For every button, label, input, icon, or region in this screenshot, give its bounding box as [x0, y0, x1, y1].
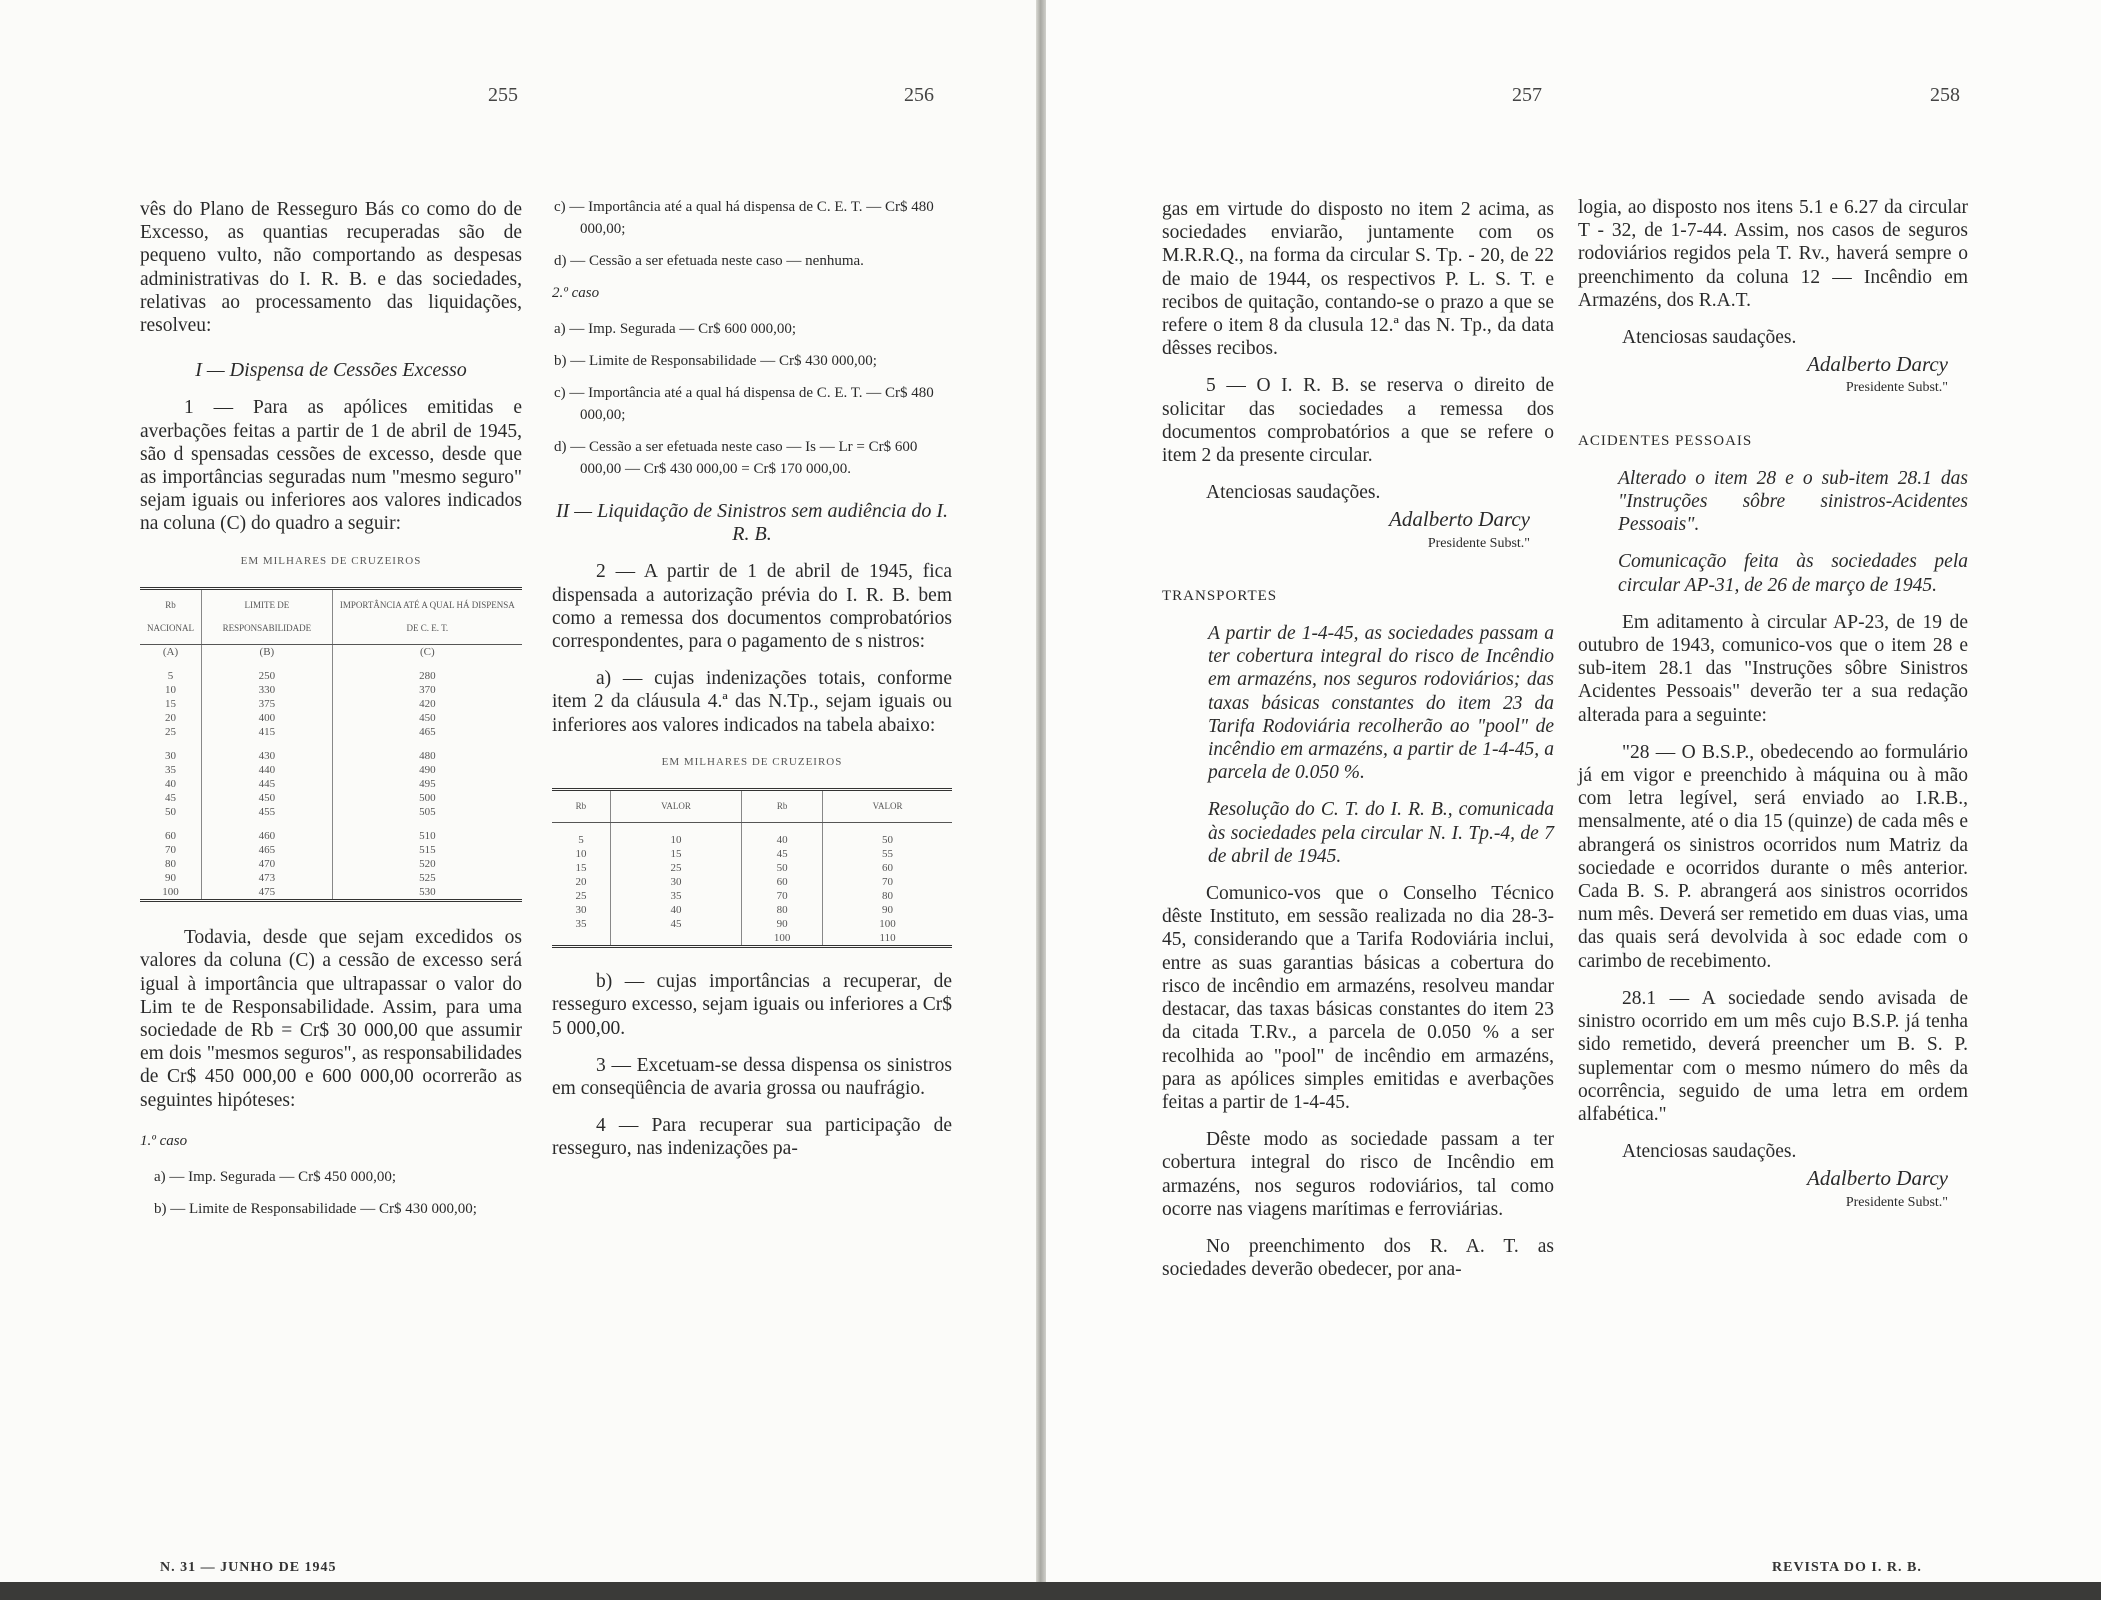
paragraph: b) — cujas importâncias a recuperar, de resseguro excesso, sejam iguais ou inferiores a Cr$ 5 000,00. — [552, 971, 952, 1039]
table-cell: 15 — [575, 862, 587, 875]
table-cell: 90 — [165, 872, 177, 885]
table-cell: 10 — [610, 833, 741, 847]
table-cell: 90 — [823, 903, 952, 917]
table-cell: 370 — [332, 683, 522, 697]
table-header: Rb NACIONAL — [140, 588, 202, 644]
paragraph: a) — cujas indenizações totais, conforme item 2 da cláusula 4.ª das N.Tp., sejam iguais ou inferiores aos valores indicados na tabela abaixo: — [552, 668, 952, 736]
table-cell: 40 — [165, 778, 177, 791]
table-cell: 80 — [165, 858, 177, 871]
summary-text: Resolução do C. T. do I. R. B., comunicada às sociedades pela circular N. I. Tp.-4, de 7 de abril de 1945. — [1208, 799, 1554, 867]
signature-title: Presidente Subst." — [1845, 1194, 1948, 1210]
signature: Adalberto Darcy — [1807, 1166, 1948, 1191]
table-header: Rb — [742, 790, 823, 823]
table-cell: 90 — [742, 917, 823, 931]
paragraph: No preenchimento dos R. A. T. as sociedades deverão obedecer, por ana- — [1162, 1235, 1554, 1281]
section-heading: II — Liquidação de Sinistros sem audiência do I. R. B. — [555, 500, 948, 546]
table-row — [552, 833, 952, 847]
paragraph: vês do Plano de Resseguro Bás co como do de Excesso, as quantias recuperadas são de pequeno vulto, não comportando as despesas administrativas do I. R. B. e das sociedades, relativas ao processamento das liquidações, resolveu: — [140, 199, 522, 337]
paragraph: gas em virtude do disposto no item 2 acima, as sociedades enviarão, juntamente com os M.R.R.Q., na forma da circular S. Tp. - 20, de 22 de maio de 1944, os respectivos P. L. S. T. e recibos de quitação, contando-se o prazo a que se refere o item 8 da clusula 12.ª das N. Tp., da data dêsses recibos. — [1162, 199, 1554, 360]
table-row — [552, 875, 952, 889]
table-row — [140, 829, 522, 843]
table-row — [140, 843, 522, 857]
table-cell: 15 — [610, 847, 741, 861]
paragraph: "28 — O B.S.P., obedecendo ao formulário já em vigor e preenchido à máquina ou à mão com letra legível, será enviado ao I.R.B., mensalmente, até o dia 15 (quinze) de cada mês e abrangerá os sinistros ocorridos num Matriz da sociedade e ocorridos durante o mês anterior. Cada B. S. P. abrangerá aos sinistros ocorridos num mês. Deverá ser remetido em duas vias, uma das quais será devolvida à soc edade com o carimbo de recebimento. — [1578, 741, 1968, 972]
table-cell: 473 — [202, 871, 333, 885]
table-cell: 40 — [610, 903, 741, 917]
list-item: b) — Limite de Responsabilidade — Cr$ 430 000,00; — [154, 1200, 477, 1217]
footer-issue: N. 31 — JUNHO DE 1945 — [160, 1560, 337, 1575]
table-cell: 100 — [140, 885, 202, 901]
table-row — [140, 871, 522, 885]
table-cell: 10 — [575, 848, 587, 861]
table-cell: 45 — [165, 792, 177, 805]
table-row — [140, 777, 522, 791]
table-cell: 35 — [165, 764, 177, 777]
table-cell: 475 — [202, 885, 333, 901]
table-cell: 25 — [165, 726, 177, 739]
table-cell: 100 — [823, 917, 952, 931]
table-cell — [610, 931, 741, 947]
list-item: c) — Importância até a qual há dispensa de C. E. T. — Cr$ 480 000,00; — [554, 385, 934, 423]
table-row — [552, 889, 952, 903]
paragraph: logia, ao disposto nos itens 5.1 e 6.27 da circular T - 32, de 1-7-44. Assim, nos casos de seguros rodoviários regidos pela T. Rv., haverá sempre o preenchimento da coluna 12 — Incêndio em Armazéns, dos R.A.T. — [1578, 197, 1968, 311]
table-cell: 80 — [823, 889, 952, 903]
table-cell: 480 — [332, 749, 522, 763]
table-cell: (A) — [162, 646, 179, 659]
table-row — [552, 917, 952, 931]
greeting: Atenciosas saudações. — [1206, 482, 1381, 504]
table-cell: 420 — [332, 697, 522, 711]
table-cell: 5 — [167, 670, 174, 683]
page-number-258: 258 — [1930, 84, 1960, 106]
bottom-shadow — [0, 1582, 2101, 1600]
column-4 — [1578, 196, 1968, 1214]
table-row — [140, 791, 522, 805]
table-cell: 465 — [202, 843, 333, 857]
table-row — [140, 763, 522, 777]
table-cell: 415 — [202, 725, 333, 739]
greeting: Atenciosas saudações. — [1622, 1141, 1797, 1163]
table-cell: 375 — [202, 697, 333, 711]
table-cell: 465 — [332, 725, 522, 739]
table-cell: 250 — [202, 669, 333, 683]
table-cell: 450 — [332, 711, 522, 725]
limits-table — [140, 587, 522, 902]
table-cell: 35 — [610, 889, 741, 903]
table-cell: 70 — [742, 889, 823, 903]
table-cell: 445 — [202, 777, 333, 791]
list-item: d) — Cessão a ser efetuada neste caso — nenhuma. — [554, 253, 864, 269]
table-row — [552, 861, 952, 875]
table-cell: 40 — [742, 833, 823, 847]
table-cell: 25 — [610, 861, 741, 875]
paragraph: 4 — Para recuperar sua participação de resseguro, nas indenizações pa- — [552, 1115, 952, 1160]
paragraph: Em aditamento à circular AP-23, de 19 de outubro de 1943, comunico-vos que o item 28 e sub-item 28.1 das "Instruções sôbre Sinistros Acidentes Pessoais" deverão ter a sua redação alterada para a seguinte: — [1578, 611, 1968, 726]
table-cell: 5 — [578, 834, 584, 847]
table-row — [140, 857, 522, 871]
table-cell: 30 — [610, 875, 741, 889]
table-header: VALOR — [823, 790, 952, 823]
table-row — [140, 711, 522, 725]
table-cell: 450 — [202, 791, 333, 805]
table-cell: 510 — [332, 829, 522, 843]
table-cell: 330 — [202, 683, 333, 697]
table-row — [140, 683, 522, 697]
table-cell: 35 — [575, 918, 587, 931]
table-cell: 70 — [823, 875, 952, 889]
table-cell: 50 — [165, 806, 177, 819]
paragraph: 28.1 — A sociedade sendo avisada de sinistro ocorrido em um mês cujo B.S.P. já tenha sido remetido, deverá preencher um B. S. P. suplementar com o mesmo número do mês da ocorrência, seguido de uma letra em ordem alfabética." — [1578, 987, 1968, 1125]
paragraph: 5 — O I. R. B. se reserva o direito de solicitar das sociedades a remessa dos documentos comprobatórios a que se refere o item 2 da presente circular. — [1162, 375, 1554, 467]
section-title: TRANSPORTES — [1162, 587, 1278, 604]
table-caption: EM MILHARES DE CRUZEIROS — [240, 554, 422, 567]
list-item: a) — Imp. Segurada — Cr$ 600 000,00; — [554, 321, 797, 337]
table-cell: 70 — [165, 844, 177, 857]
page-number-255: 255 — [488, 84, 518, 106]
table-row — [140, 725, 522, 739]
table-cell — [552, 931, 610, 947]
case-label: 1.º caso — [140, 1132, 188, 1149]
table-header: Rb — [552, 790, 610, 823]
list-item: b) — Limite de Responsabilidade — Cr$ 430 000,00; — [554, 353, 877, 369]
table-cell: 525 — [332, 871, 522, 885]
table-cell: 400 — [202, 711, 333, 725]
paragraph: 1 — Para as apólices emitidas e averbações feitas a partir de 1 de abril de 1945, são d spensadas cessões de excesso, desde que as importâncias seguradas num "mesmo seguro" sejam iguais ou inferiores aos valores indicados na coluna (C) do quadro a seguir: — [140, 397, 522, 535]
summary-text: Comunicação feita às sociedades pela circular AP-31, de 26 de março de 1945. — [1618, 551, 1968, 596]
table-cell: 505 — [332, 805, 522, 819]
table-cell: 80 — [742, 903, 823, 917]
table-cell: 520 — [332, 857, 522, 871]
table-cell: 30 — [575, 904, 587, 917]
table-cell: 460 — [202, 829, 333, 843]
table-cell: 515 — [332, 843, 522, 857]
table-cell: 25 — [575, 890, 587, 903]
signature: Adalberto Darcy — [1389, 507, 1530, 532]
table-cell: 470 — [202, 857, 333, 871]
table-cell: 45 — [742, 847, 823, 861]
table-cell: 30 — [165, 750, 177, 763]
table-row — [140, 749, 522, 763]
table-cell: (C) — [332, 645, 522, 660]
table-cell: 490 — [332, 763, 522, 777]
table-cell: 50 — [823, 833, 952, 847]
column-2 — [552, 196, 952, 1175]
section-heading: I — Dispensa de Cessões Excesso — [195, 359, 467, 382]
table-row — [552, 903, 952, 917]
page-gutter — [1036, 0, 1046, 1600]
table-header: IMPORTÂNCIA ATÉ A QUAL HÁ DISPENSA DE C. E. T. — [332, 588, 522, 644]
page-number-256: 256 — [904, 84, 934, 106]
table-cell: 430 — [202, 749, 333, 763]
case-label: 2.º caso — [552, 285, 600, 301]
table-cell: 20 — [165, 712, 177, 725]
table-header: VALOR — [610, 790, 741, 823]
table-cell: (B) — [202, 645, 333, 660]
table-cell: 60 — [823, 861, 952, 875]
footer-journal: REVISTA DO I. R. B. — [1772, 1560, 1922, 1575]
paragraph: 2 — A partir de 1 de abril de 1945, fica dispensada a autorização prévia do I. R. B. bem como a remessa dos documentos comprobatórios correspondentes, para o pagamento de s nistros: — [552, 561, 952, 653]
summary-text: Alterado o item 28 e o sub-item 28.1 das "Instruções sôbre sinistros-Acidentes Pessoais". — [1618, 467, 1968, 536]
table-row — [140, 669, 522, 683]
table-cell: 10 — [165, 684, 177, 697]
table-cell: 60 — [742, 875, 823, 889]
signature: Adalberto Darcy — [1807, 352, 1948, 377]
column-1 — [140, 198, 522, 1230]
table-row — [552, 847, 952, 861]
table-cell: 15 — [165, 698, 177, 711]
list-item: d) — Cessão a ser efetuada neste caso — Is — Lr = Cr$ 600 000,00 — Cr$ 430 000,00 = Cr$ 170 000,00. — [554, 439, 918, 477]
table-cell: 100 — [742, 931, 823, 947]
table-cell: 50 — [742, 861, 823, 875]
table-header: LIMITE DE RESPONSABILIDADE — [202, 588, 333, 644]
table-row — [140, 805, 522, 819]
table-cell: 20 — [575, 876, 587, 889]
table-cell: 45 — [610, 917, 741, 931]
table-cell: 110 — [823, 931, 952, 947]
table-row — [552, 931, 952, 947]
table-cell: 60 — [165, 830, 177, 843]
list-item: a) — Imp. Segurada — Cr$ 450 000,00; — [154, 1168, 397, 1185]
table-cell: 55 — [823, 847, 952, 861]
greeting: Atenciosas saudações. — [1622, 327, 1797, 349]
table-cell: 440 — [202, 763, 333, 777]
table-cell: 530 — [332, 885, 522, 901]
values-table — [552, 788, 952, 948]
paragraph: 3 — Excetuam-se dessa dispensa os sinistros em conseqüência de avaria grossa ou naufrágio. — [552, 1054, 952, 1100]
summary-text: A partir de 1-4-45, as sociedades passam a ter cobertura integral do risco de Incêndio em armazéns, nos seguros rodoviários; das taxas básicas constantes do item 23 da Tarifa Rodoviária recolherão ao "pool" de incêndio em armazéns, a partir de 1-4-45, a parcela de 0.050 %. — [1208, 623, 1554, 784]
list-item: c) — Importância até a qual há dispensa de C. E. T. — Cr$ 480 000,00; — [554, 199, 934, 237]
signature-title: Presidente Subst." — [1427, 535, 1530, 551]
paragraph: Comunico-vos que o Conselho Técnico dêste Instituto, em sessão realizada no dia 28-3-45, considerando que a Tarifa Rodoviária inclui, entre as suas garantias básicas a cobertura do risco de incêndio em armazéns, resolveu mandar destacar, das taxas básicas constantes do item 23 da citada T.Rv., a parcela de 0.050 % a ser recolhida ao "pool" de incêndio em armazéns, para as apólices simples emitidas e averbações feitas a partir de 1-4-45. — [1162, 883, 1554, 1113]
paragraph: Dêste modo as sociedade passam a ter cobertura integral do risco de Incêndio em armazéns, nos seguros rodoviários, tal como ocorre nas viagens marítimas e ferroviárias. — [1162, 1129, 1554, 1220]
signature-title: Presidente Subst." — [1845, 380, 1948, 396]
column-3 — [1162, 198, 1554, 1295]
section-title: ACIDENTES PESSOAIS — [1578, 432, 1753, 449]
table-row — [140, 697, 522, 711]
paragraph: Todavia, desde que sejam excedidos os valores da coluna (C) a cessão de excesso será igual à importância que ultrapassar o valor do Lim te de Responsabilidade. Assim, para uma sociedade de Rb = Cr$ 30 000,00 que assumir em dois "mesmos seguros", as responsabilidades de Cr$ 450 000,00 e 600 000,00 ocorrerão as seguintes hipóteses: — [140, 927, 522, 1111]
table-cell: 455 — [202, 805, 333, 819]
table-cell: 280 — [332, 669, 522, 683]
table-cell: 495 — [332, 777, 522, 791]
page-number-257: 257 — [1512, 84, 1542, 106]
table-cell: 500 — [332, 791, 522, 805]
table-row — [140, 885, 522, 901]
table-caption: EM MILHARES DE CRUZEIROS — [661, 755, 843, 768]
